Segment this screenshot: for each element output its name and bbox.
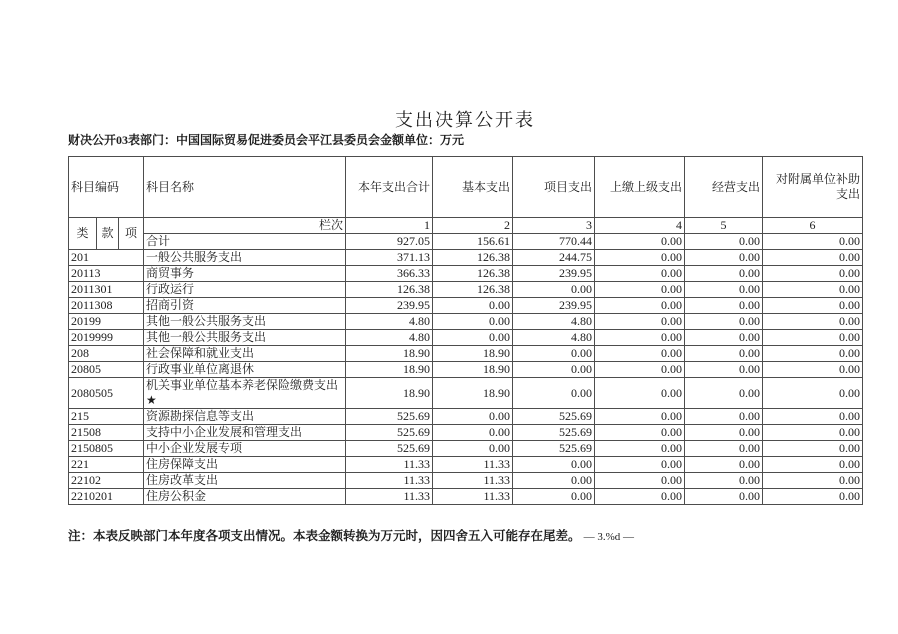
value-cell: 0.00 — [685, 362, 763, 378]
total-value: 770.44 — [513, 234, 595, 250]
value-cell: 0.00 — [763, 314, 863, 330]
value-cell: 0.00 — [763, 330, 863, 346]
name-cell — [144, 362, 346, 378]
value-cell: 0.00 — [763, 378, 863, 409]
page-title: 支出决算公开表 — [395, 110, 535, 130]
value-cell: 0.00 — [433, 425, 513, 441]
subject-name-text: 住房公积金 — [146, 489, 207, 503]
table-row — [69, 362, 863, 378]
name-cell — [144, 330, 346, 346]
table-row — [69, 489, 863, 505]
column-index-3: 3 — [513, 218, 595, 234]
name-cell — [144, 425, 346, 441]
name-cell — [144, 473, 346, 489]
name-cell — [144, 250, 346, 266]
code-cell: 21508 — [69, 425, 144, 441]
value-cell: 11.33 — [433, 489, 513, 505]
total-label: 合计 — [144, 234, 346, 250]
subject-name-text: 住房保障支出 — [146, 457, 219, 471]
table-row — [69, 346, 863, 362]
value-cell: 0.00 — [763, 282, 863, 298]
value-cell: 4.80 — [346, 314, 433, 330]
value-cell: 0.00 — [513, 282, 595, 298]
header-subject-code: 科目编码 — [69, 157, 144, 218]
value-cell: 0.00 — [763, 457, 863, 473]
value-cell: 0.00 — [595, 282, 685, 298]
value-cell: 0.00 — [685, 457, 763, 473]
value-cell: 0.00 — [433, 298, 513, 314]
value-cell: 11.33 — [346, 457, 433, 473]
code-cell: 20805 — [69, 362, 144, 378]
value-cell: 0.00 — [763, 266, 863, 282]
code-cell: 2080505 — [69, 378, 144, 409]
value-cell: 126.38 — [433, 282, 513, 298]
subject-name-text: 招商引资 — [146, 298, 195, 312]
total-value: 0.00 — [685, 234, 763, 250]
value-cell: 0.00 — [595, 473, 685, 489]
value-cell: 0.00 — [595, 409, 685, 425]
value-cell: 0.00 — [595, 330, 685, 346]
value-cell: 0.00 — [595, 314, 685, 330]
code-cell: 2011301 — [69, 282, 144, 298]
value-cell: 0.00 — [685, 425, 763, 441]
value-cell: 525.69 — [513, 425, 595, 441]
name-cell — [144, 489, 346, 505]
value-cell: 525.69 — [513, 441, 595, 457]
value-cell: 0.00 — [595, 378, 685, 409]
value-cell: 0.00 — [763, 409, 863, 425]
value-cell: 18.90 — [346, 378, 433, 409]
table-row — [69, 473, 863, 489]
footnote-text: 注：本表反映部门本年度各项支出情况。本表金额转换为万元时，因四舍五入可能存在尾差。 — [68, 529, 581, 543]
value-cell: 18.90 — [433, 346, 513, 362]
value-cell: 0.00 — [513, 378, 595, 409]
value-cell: 0.00 — [685, 314, 763, 330]
value-cell: 0.00 — [685, 489, 763, 505]
value-cell: 525.69 — [513, 409, 595, 425]
value-cell: 0.00 — [763, 489, 863, 505]
table-row — [69, 314, 863, 330]
value-cell: 0.00 — [513, 346, 595, 362]
value-cell: 0.00 — [595, 489, 685, 505]
value-cell: 0.00 — [763, 298, 863, 314]
value-cell: 0.00 — [685, 441, 763, 457]
name-cell — [144, 266, 346, 282]
total-value: 927.05 — [346, 234, 433, 250]
column-index-4: 4 — [595, 218, 685, 234]
column-index-row — [69, 218, 863, 234]
subject-name-text: 资源勘探信息等支出 — [146, 409, 255, 423]
value-cell: 0.00 — [595, 457, 685, 473]
value-cell: 18.90 — [433, 378, 513, 409]
subject-name-text: 其他一般公共服务支出 — [146, 314, 267, 328]
value-cell: 0.00 — [513, 473, 595, 489]
value-cell: 4.80 — [513, 330, 595, 346]
value-cell: 0.00 — [763, 362, 863, 378]
subject-name-text: 商贸事务 — [146, 266, 195, 280]
subject-name-text: 支持中小企业发展和管理支出 — [146, 425, 303, 439]
value-cell: 525.69 — [346, 425, 433, 441]
subcol-section: 款 — [97, 218, 119, 250]
subject-name-text: 机关事业单位基本养老保险缴费支出 — [146, 378, 339, 392]
value-cell: 0.00 — [595, 298, 685, 314]
star-icon: ★ — [146, 393, 157, 407]
value-cell: 0.00 — [595, 441, 685, 457]
value-cell: 371.13 — [346, 250, 433, 266]
value-cell: 4.80 — [513, 314, 595, 330]
value-cell: 239.95 — [513, 298, 595, 314]
value-cell: 126.38 — [433, 250, 513, 266]
value-cell: 0.00 — [595, 425, 685, 441]
header-operating-expenditure: 经营支出 — [685, 157, 763, 218]
value-cell: 0.00 — [685, 266, 763, 282]
name-cell — [144, 409, 346, 425]
value-cell: 0.00 — [685, 250, 763, 266]
column-index-label: 栏次 — [144, 218, 346, 234]
value-cell: 0.00 — [685, 473, 763, 489]
value-cell: 239.95 — [513, 266, 595, 282]
header-basic-expenditure: 基本支出 — [433, 157, 513, 218]
total-row — [69, 234, 863, 250]
page-marker: — 3.%d — — [583, 531, 635, 543]
value-cell: 0.00 — [763, 250, 863, 266]
value-cell: 0.00 — [513, 362, 595, 378]
column-index-5: 5 — [685, 218, 763, 234]
value-cell: 0.00 — [685, 346, 763, 362]
value-cell: 0.00 — [685, 282, 763, 298]
column-index-1: 1 — [346, 218, 433, 234]
table-row — [69, 441, 863, 457]
value-cell: 525.69 — [346, 409, 433, 425]
code-cell: 208 — [69, 346, 144, 362]
code-cell: 22102 — [69, 473, 144, 489]
header-project-expenditure: 项目支出 — [513, 157, 595, 218]
table-row — [69, 378, 863, 409]
value-cell: 525.69 — [346, 441, 433, 457]
value-cell: 0.00 — [433, 409, 513, 425]
column-index-6: 6 — [763, 218, 863, 234]
total-value: 156.61 — [433, 234, 513, 250]
value-cell: 0.00 — [685, 330, 763, 346]
value-cell: 126.38 — [433, 266, 513, 282]
total-value: 0.00 — [763, 234, 863, 250]
name-cell — [144, 282, 346, 298]
name-cell — [144, 298, 346, 314]
table-row — [69, 457, 863, 473]
value-cell: 11.33 — [346, 473, 433, 489]
code-cell: 2019999 — [69, 330, 144, 346]
table-row — [69, 298, 863, 314]
value-cell: 244.75 — [513, 250, 595, 266]
subject-name-text: 行政事业单位离退休 — [146, 362, 255, 376]
code-cell: 2150805 — [69, 441, 144, 457]
value-cell: 0.00 — [685, 298, 763, 314]
value-cell: 11.33 — [433, 473, 513, 489]
subject-name-text: 住房改革支出 — [146, 473, 219, 487]
subcol-class: 类 — [69, 218, 97, 250]
name-cell — [144, 378, 346, 409]
value-cell: 0.00 — [595, 266, 685, 282]
subcol-item: 项 — [119, 218, 144, 250]
table-row — [69, 282, 863, 298]
value-cell: 18.90 — [346, 362, 433, 378]
value-cell: 0.00 — [763, 425, 863, 441]
value-cell: 4.80 — [346, 330, 433, 346]
value-cell: 18.90 — [346, 346, 433, 362]
value-cell: 0.00 — [513, 457, 595, 473]
header-upward-expenditure: 上缴上级支出 — [595, 157, 685, 218]
expenditure-table — [68, 156, 863, 505]
value-cell: 11.33 — [346, 489, 433, 505]
subject-name-text: 行政运行 — [146, 282, 195, 296]
table-row — [69, 250, 863, 266]
value-cell: 18.90 — [433, 362, 513, 378]
header-subsidy-expenditure: 对附属单位补助支出 — [763, 157, 863, 218]
code-cell: 2011308 — [69, 298, 144, 314]
value-cell: 0.00 — [433, 314, 513, 330]
value-cell: 0.00 — [685, 409, 763, 425]
subject-name-text: 其他一般公共服务支出 — [146, 330, 267, 344]
subject-name-text: 一般公共服务支出 — [146, 250, 243, 264]
header-row — [69, 157, 863, 218]
header-current-year-total: 本年支出合计 — [346, 157, 433, 218]
value-cell: 0.00 — [595, 362, 685, 378]
subject-name-text: 中小企业发展专项 — [146, 441, 243, 455]
header-subject-name: 科目名称 — [144, 157, 346, 218]
subject-name-text: 社会保障和就业支出 — [146, 346, 255, 360]
value-cell: 0.00 — [595, 250, 685, 266]
column-index-2: 2 — [433, 218, 513, 234]
table-row — [69, 266, 863, 282]
table-row — [69, 425, 863, 441]
code-cell: 201 — [69, 250, 144, 266]
code-cell: 221 — [69, 457, 144, 473]
value-cell: 0.00 — [763, 441, 863, 457]
footnote — [68, 526, 634, 544]
code-cell: 20113 — [69, 266, 144, 282]
value-cell: 0.00 — [595, 346, 685, 362]
value-cell: 11.33 — [433, 457, 513, 473]
code-cell: 215 — [69, 409, 144, 425]
value-cell: 0.00 — [763, 473, 863, 489]
table-row — [69, 409, 863, 425]
value-cell: 126.38 — [346, 282, 433, 298]
name-cell — [144, 457, 346, 473]
value-cell: 0.00 — [433, 330, 513, 346]
name-cell — [144, 441, 346, 457]
value-cell: 0.00 — [433, 441, 513, 457]
subtitle: 财决公开03表部门：中国国际贸易促进委员会平江县委员会金额单位：万元 — [68, 133, 465, 147]
total-value: 0.00 — [595, 234, 685, 250]
name-cell — [144, 346, 346, 362]
code-cell: 20199 — [69, 314, 144, 330]
table-row — [69, 330, 863, 346]
value-cell: 366.33 — [346, 266, 433, 282]
value-cell: 0.00 — [513, 489, 595, 505]
value-cell: 0.00 — [763, 346, 863, 362]
value-cell: 0.00 — [685, 378, 763, 409]
name-cell — [144, 314, 346, 330]
code-cell: 2210201 — [69, 489, 144, 505]
value-cell: 239.95 — [346, 298, 433, 314]
